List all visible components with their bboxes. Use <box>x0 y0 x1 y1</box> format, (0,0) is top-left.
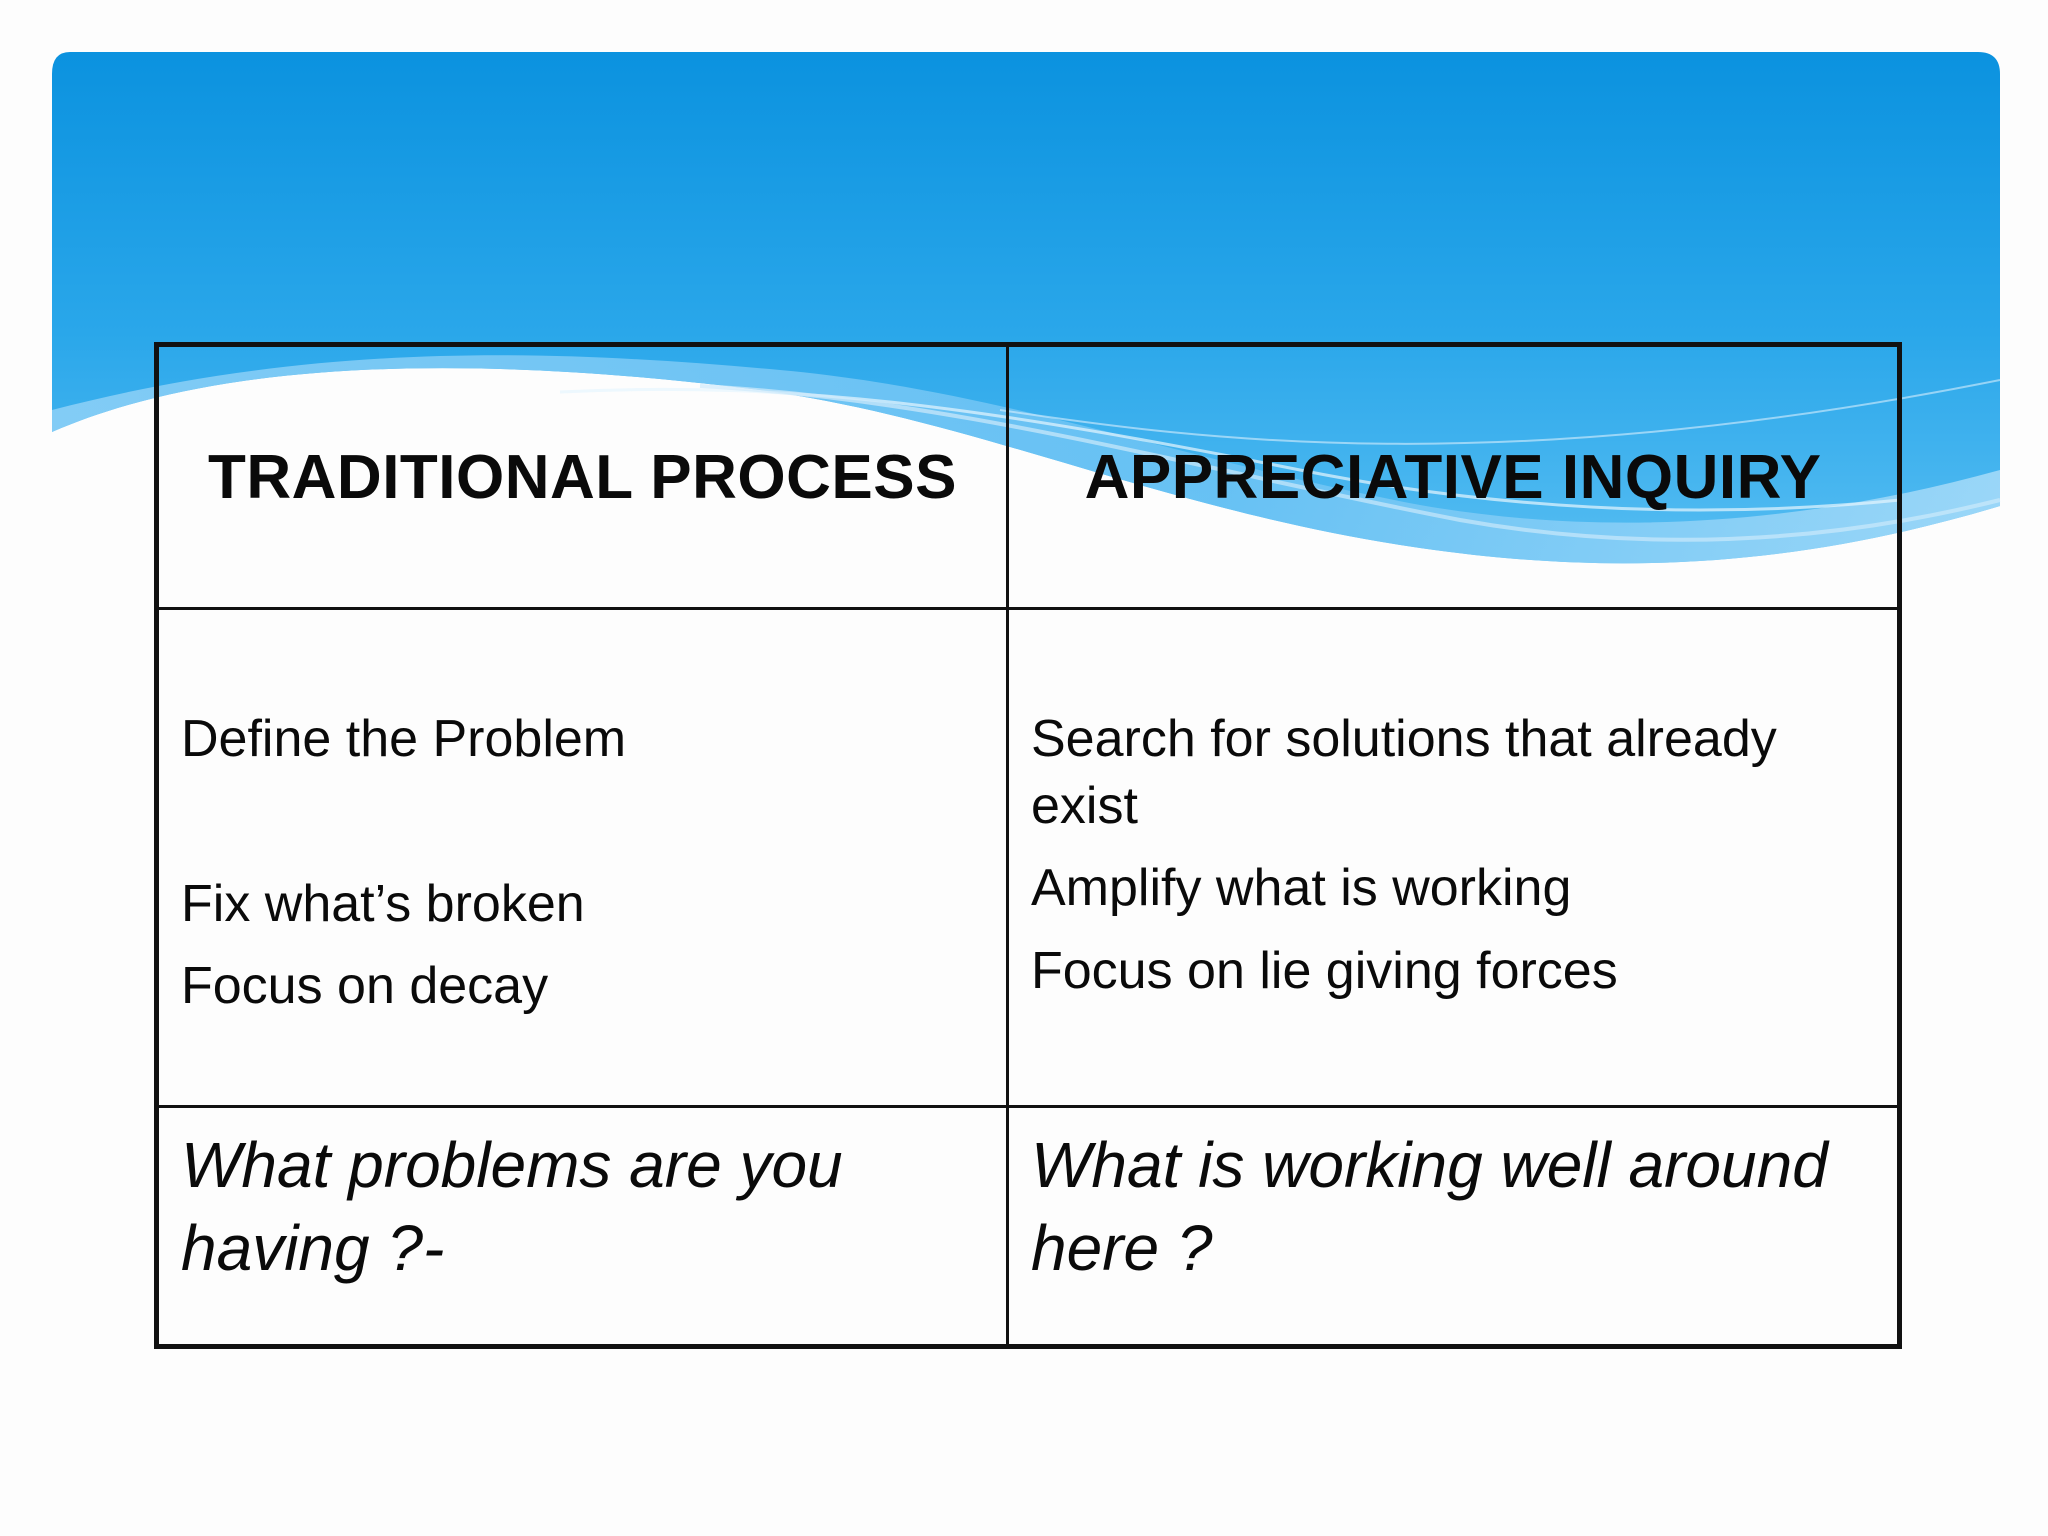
traditional-items-cell <box>157 609 1008 1107</box>
traditional-question: What problems are you having ?- <box>157 1107 1008 1347</box>
approach-row <box>157 609 1900 1107</box>
question-row <box>157 1107 1900 1347</box>
header-appreciative-inquiry: APPRECIATIVE INQUIRY <box>1008 345 1900 609</box>
list-item: Search for solutions that already exist <box>1031 710 1777 835</box>
list-item: Focus on lie giving forces <box>1031 941 1618 1000</box>
list-item: Focus on decay <box>181 957 549 1016</box>
list-item: Fix what’s broken <box>181 874 585 933</box>
header-traditional-process: TRADITIONAL PROCESS <box>157 345 1008 609</box>
list-item: Amplify what is working <box>1031 859 1572 918</box>
appreciative-items-cell <box>1008 609 1900 1107</box>
comparison-table <box>154 342 1902 1349</box>
list-item: Define the Problem <box>181 710 627 768</box>
header-row <box>157 345 1900 609</box>
appreciative-question: What is working well around here ? <box>1008 1107 1900 1347</box>
